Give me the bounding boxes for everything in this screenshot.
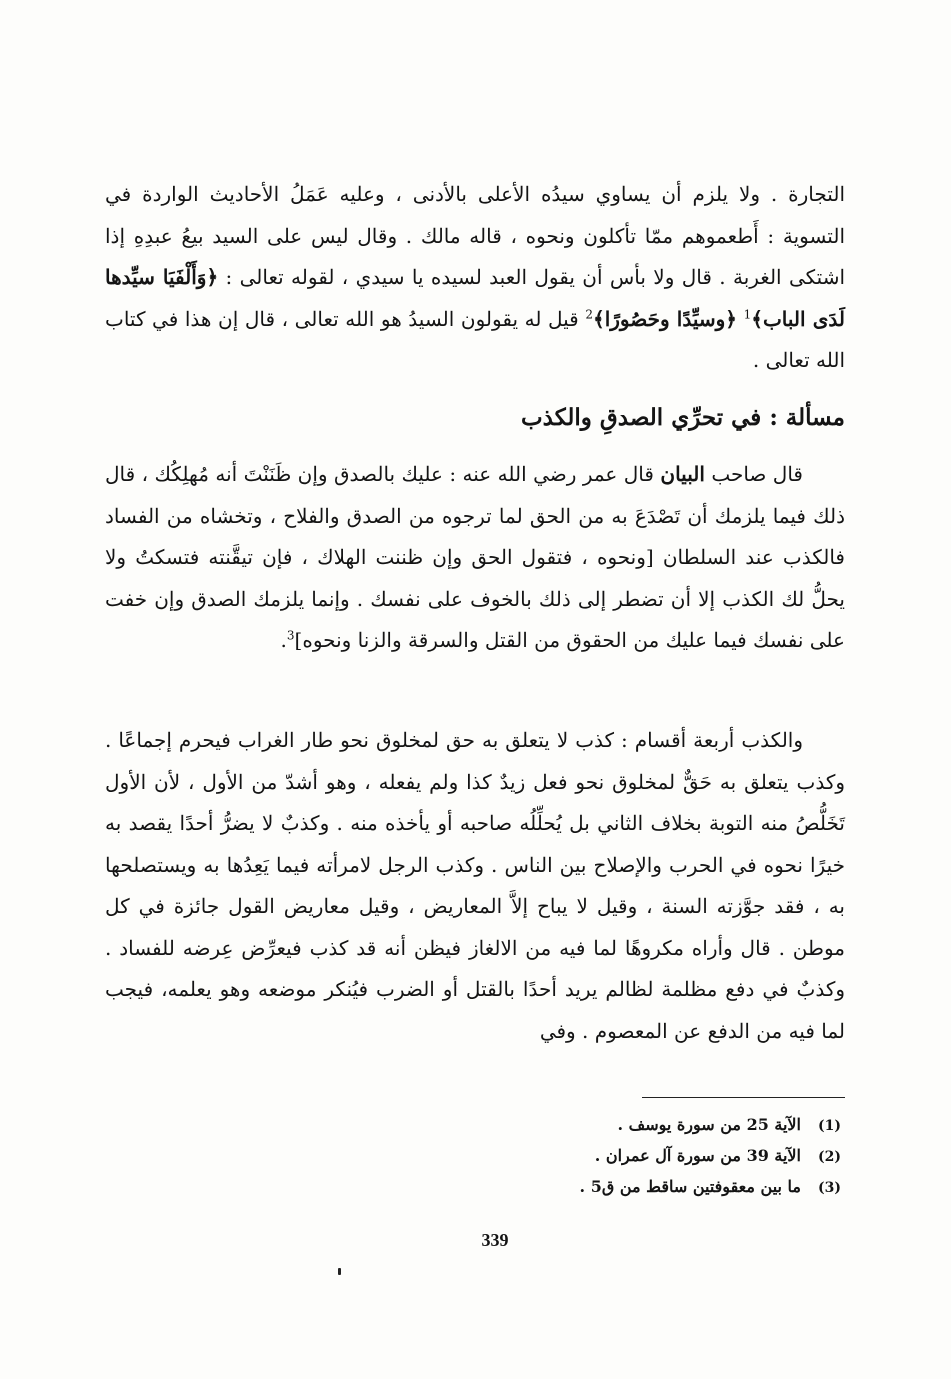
footnote-divider — [642, 1097, 845, 1098]
paragraph-intro — [105, 174, 845, 382]
footnote-ref-2[interactable]: 2 — [585, 306, 593, 321]
footnote-number: (1) — [818, 1118, 841, 1134]
book-title: البيان — [660, 462, 705, 486]
footnote-item — [241, 1110, 841, 1141]
scan-artifact — [338, 1268, 341, 1275]
intro-text: التجارة . ولا يلزم أن يساوي سيدُه الأعلى بالأدنى ، وعليه عَمَلُ الأحاديث الواردة في التسوية : أَطعموهم ممّا تأكلون ونحوه ، قاله مالك . وقال ليس على السيد بيعُ عبدِهِ إذا اشتكى الغربة . قال ولا بأس أن يقول العبد لسيده يا سيدي ، لقوله تعالى : — [105, 182, 846, 289]
bracket-open: [ — [645, 545, 654, 569]
footnote-text: الآية 39 من سورة آل عمران . — [594, 1146, 801, 1165]
sadiq-bracketed: ونحوه ، فتقول الحق وإن ظننت الهلاك ، فإن تيقَّنته فتسكتُ ولا يحلُّ لك الكذب إلا أن تضطر إلى ذلك بالخوف على نفسك . وإنما يلزمك الصدق وإن خفت على نفسك فيما عليك من الحقوق من القتل والسرقة والزنا ونحوه — [105, 545, 845, 652]
paragraph-sadiq — [105, 454, 845, 662]
footnote-ref-3[interactable]: 3 — [286, 628, 295, 643]
sadiq-lead: قال صاحب — [711, 462, 803, 486]
intro-tail: قيل له يقولون السيدُ هو الله تعالى ، قال إن هذا في كتاب الله تعالى . — [105, 306, 845, 372]
footnote-number: (3) — [818, 1180, 841, 1196]
quran-quote-2: ﴿وسيِّدًا وحَصُورًا﴾ — [592, 306, 738, 331]
section-heading: مسألة : في تحرِّي الصدقِ والكذب — [520, 404, 845, 432]
sadiq-end: . — [280, 628, 287, 652]
sadiq-body: قال عمر رضي الله عنه : عليك بالصدق وإن ظَنَنْتَ أنه مُهلِكُك ، قال ذلك فيما يلزمك أن تَصْدَعَ به من الحق لما ترجوه من الصدق والفلاح ، وتخشاه من الفساد فالكذب عند السلطان — [105, 462, 845, 569]
footnote-number: (2) — [818, 1149, 841, 1165]
footnotes — [241, 1110, 841, 1203]
quran-quote-1: ﴿وَأَلْفَيَا سيِّدها لَدَى الباب﴾ — [105, 265, 845, 331]
page-number: 339 — [481, 1230, 509, 1250]
footnote-item — [241, 1141, 841, 1172]
footnote-text: الآية 25 من سورة يوسف . — [617, 1115, 801, 1134]
bracket-close: ] — [294, 628, 303, 652]
footnote-item — [241, 1172, 841, 1203]
footnote-ref-1[interactable]: 1 — [743, 306, 752, 321]
paragraph-kadhib: والكذب أربعة أقسام : كذب لا يتعلق به حق لمخلوق نحو طار الغراب فيحرم إجماعًا . وكذب يتعلق به حَقٌّ لمخلوق نحو فعل زيدٌ كذا ولم يفعله ، وهو أشدّ من الأول ، لأن الأول تَخَلُّصُ منه التوبة بخلاف الثاني بل يُحلِّلُه صاحبه أو يأخذه منه . وكذبٌ لا يضرُّ أحدًا يقصد به خيرًا نحوه في الحرب والإصلاح بين الناس . وكذب الرجل لامرأته فيما يَعِدُها به ويستصلحها به ، فقد جوَّزته السنة ، وقيل لا يباح إلاَّ المعاريض ، وقيل معاريض القول جائزة في كل موطن . قال وأراه مكروهًا لما فيه من الالغاز فيظن أنه قد كذب فيعرِّض عِرضه للفساد . وكذبٌ في دفع مظلمة لظالم يريد أحدًا بالقتل أو الضرب فيُنكر موضعه وهو يعلمه، فيجب لما فيه من الدفع عن المعصوم . وفي — [105, 728, 846, 1043]
footnote-text: ما بين معقوفتين ساقط من ق5 . — [579, 1177, 801, 1196]
